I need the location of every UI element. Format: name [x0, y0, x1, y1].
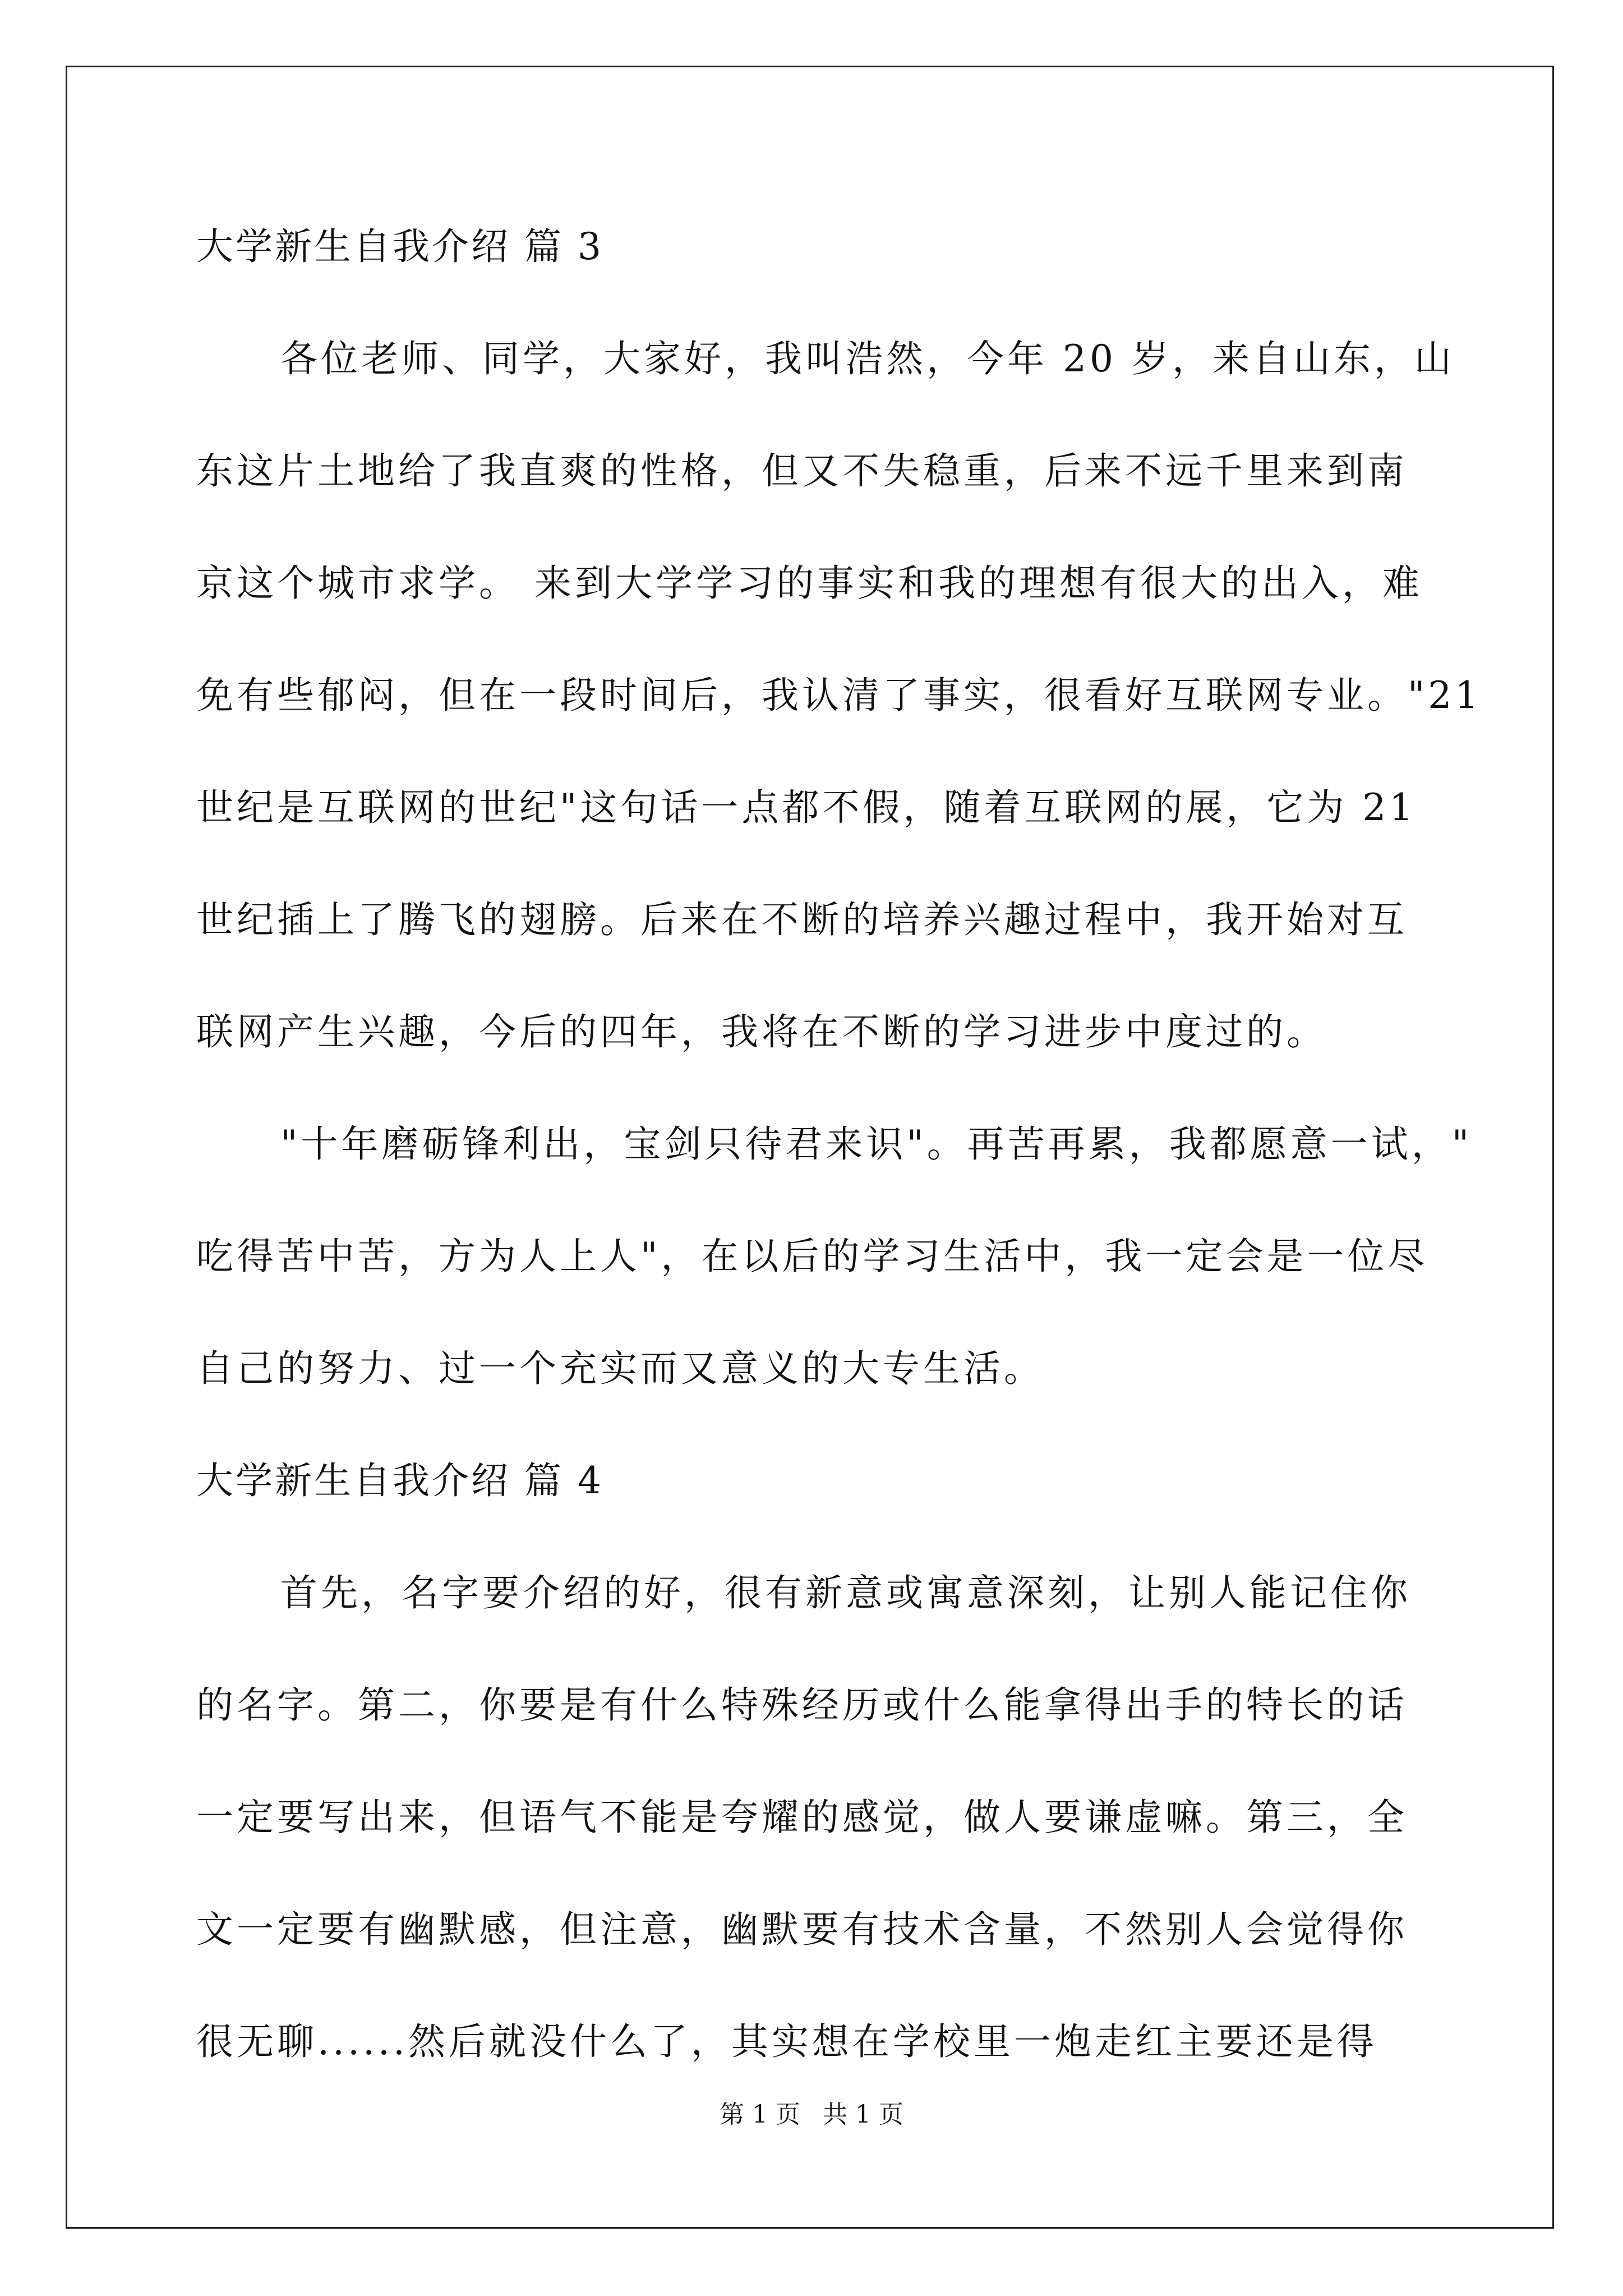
paragraph-line: 世纪插上了腾飞的翅膀。后来在不断的培养兴趣过程中，我开始对互 — [196, 898, 1408, 941]
section-heading: 大学新生自我介绍 篇 4 — [196, 1459, 603, 1502]
paragraph — [196, 1088, 1473, 1425]
page-number: 第 1 页 — [720, 2100, 800, 2129]
paragraph-line: 免有些郁闷，但在一段时间后，我认清了事实，很看好互联网专业。"21 — [196, 674, 1482, 717]
paragraph-line: 各位老师、同学，大家好，我叫浩然，今年 20 岁，来自山东，山 — [280, 337, 1455, 380]
paragraph-line: 文一定要有幽默感，但注意，幽默要有技术含量，不然别人会觉得你 — [196, 1908, 1408, 1951]
paragraph-line: 东这片土地给了我直爽的性格，但又不失稳重，后来不远千里来到南 — [196, 449, 1408, 493]
document-body — [196, 191, 1482, 2098]
paragraph-line: 很无聊......然后就没什么了，其实想在学校里一炮走红主要还是得 — [196, 2020, 1377, 2063]
paragraph-line: 吃得苦中苦，方为人上人"，在以后的学习生活中，我一定会是一位尽 — [196, 1235, 1428, 1278]
page-footer — [0, 2098, 1623, 2132]
paragraph-line: 京这个城市求学。 来到大学学习的事实和我的理想有很大的出入，难 — [196, 562, 1423, 605]
paragraph — [196, 303, 1482, 1088]
paragraph-line: 首先，名字要介绍的好，很有新意或寓意深刻，让别人能记住你 — [280, 1571, 1411, 1614]
page-total: 共 1 页 — [823, 2100, 903, 2129]
paragraph-line: "十年磨砺锋利出，宝剑只待君来识"。再苦再累，我都愿意一试，" — [280, 1122, 1473, 1166]
paragraph-line: 一定要写出来，但语气不能是夸耀的感觉，做人要谦虚嘛。第三，全 — [196, 1796, 1408, 1839]
paragraph-line: 联网产生兴趣，今后的四年，我将在不断的学习进步中度过的。 — [196, 1010, 1327, 1053]
paragraph-line: 的名字。第二，你要是有什么特殊经历或什么能拿得出手的特长的话 — [196, 1683, 1408, 1727]
section-heading: 大学新生自我介绍 篇 3 — [196, 225, 603, 268]
paragraph-line: 自己的努力、过一个充实而又意义的大专生活。 — [196, 1347, 1044, 1390]
paragraph-line: 世纪是互联网的世纪"这句话一点都不假，随着互联网的展，它为 21 — [196, 786, 1417, 829]
paragraph — [196, 1537, 1430, 2098]
